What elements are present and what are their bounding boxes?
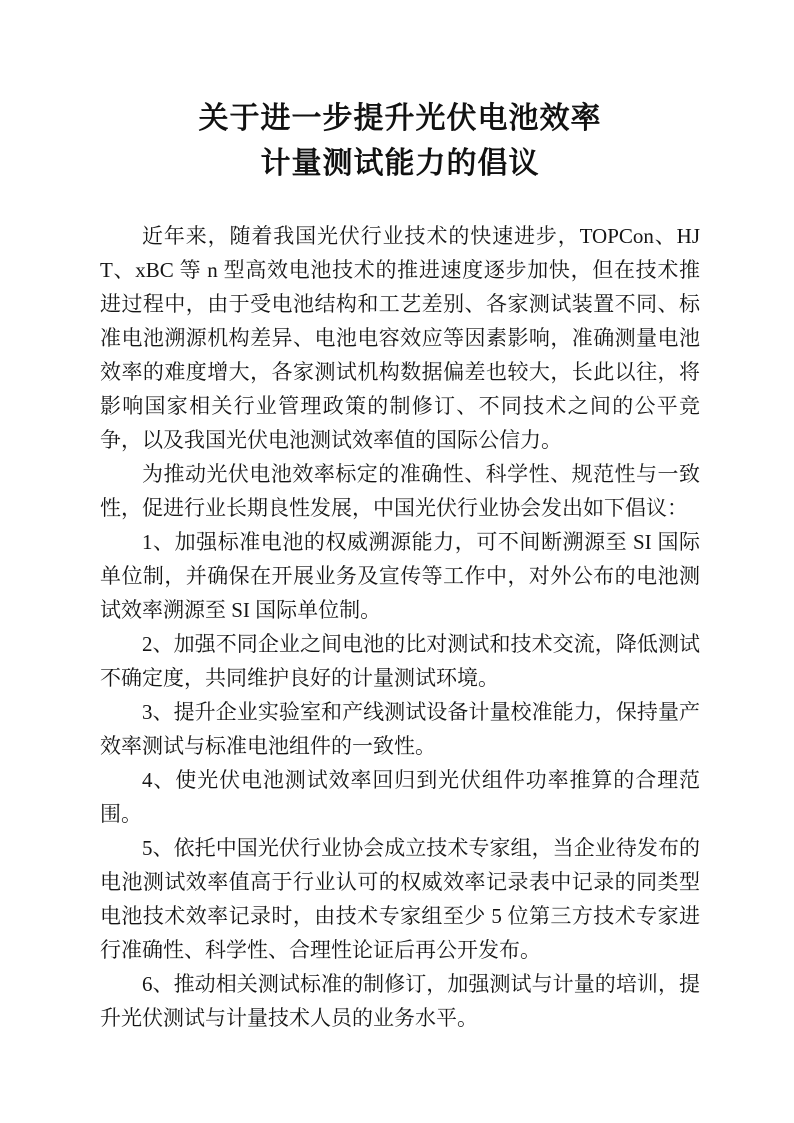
proposal-item-1: 1、加强标准电池的权威溯源能力，可不间断溯源至 SI 国际单位制，并确保在开展业务及宣传等工作中，对外公布的电池测试效率溯源至 SI 国际单位制。: [100, 530, 700, 622]
document-body: [100, 219, 700, 1035]
proposal-item-5: 5、依托中国光伏行业协会成立技术专家组，当企业待发布的电池测试效率值高于行业认可的权威效率记录表中记录的同类型电池技术效率记录时，由技术专家组至少 5 位第三方技术专家进行准确性、科学性、合理性论证后再公开发布。: [100, 836, 700, 962]
paragraph-proposal-lead: 为推动光伏电池效率标定的准确性、科学性、规范性与一致性，促进行业长期良性发展，中国光伏行业协会发出如下倡议：: [100, 462, 700, 520]
proposal-item-3: 3、提升企业实验室和产线测试设备计量校准能力，保持量产效率测试与标准电池组件的一致性。: [100, 700, 700, 758]
proposal-item-6: 6、推动相关测试标准的制修订，加强测试与计量的培训，提升光伏测试与计量技术人员的业务水平。: [100, 972, 700, 1030]
document-title: [100, 96, 700, 186]
paragraph-intro: 近年来，随着我国光伏行业技术的快速进步，TOPCon、HJT、xBC 等 n 型高效电池技术的推进速度逐步加快，但在技术推进过程中，由于受电池结构和工艺差别、各家测试装置不同、标准电池溯源机构差异、电池电容效应等因素影响，准确测量电池效率的难度增大，各家测试机构数据偏差也较大，长此以往，将影响国家相关行业管理政策的制修订、不同技术之间的公平竞争，以及我国光伏电池测试效率值的国际公信力。: [100, 224, 700, 452]
document-title-line-1: 关于进一步提升光伏电池效率: [198, 102, 602, 135]
proposal-item-4: 4、使光伏电池测试效率回归到光伏组件功率推算的合理范围。: [100, 768, 700, 826]
document-title-line-2: 计量测试能力的倡议: [260, 147, 540, 180]
proposal-item-2: 2、加强不同企业之间电池的比对测试和技术交流，降低测试不确定度，共同维护良好的计量测试环境。: [100, 632, 700, 690]
